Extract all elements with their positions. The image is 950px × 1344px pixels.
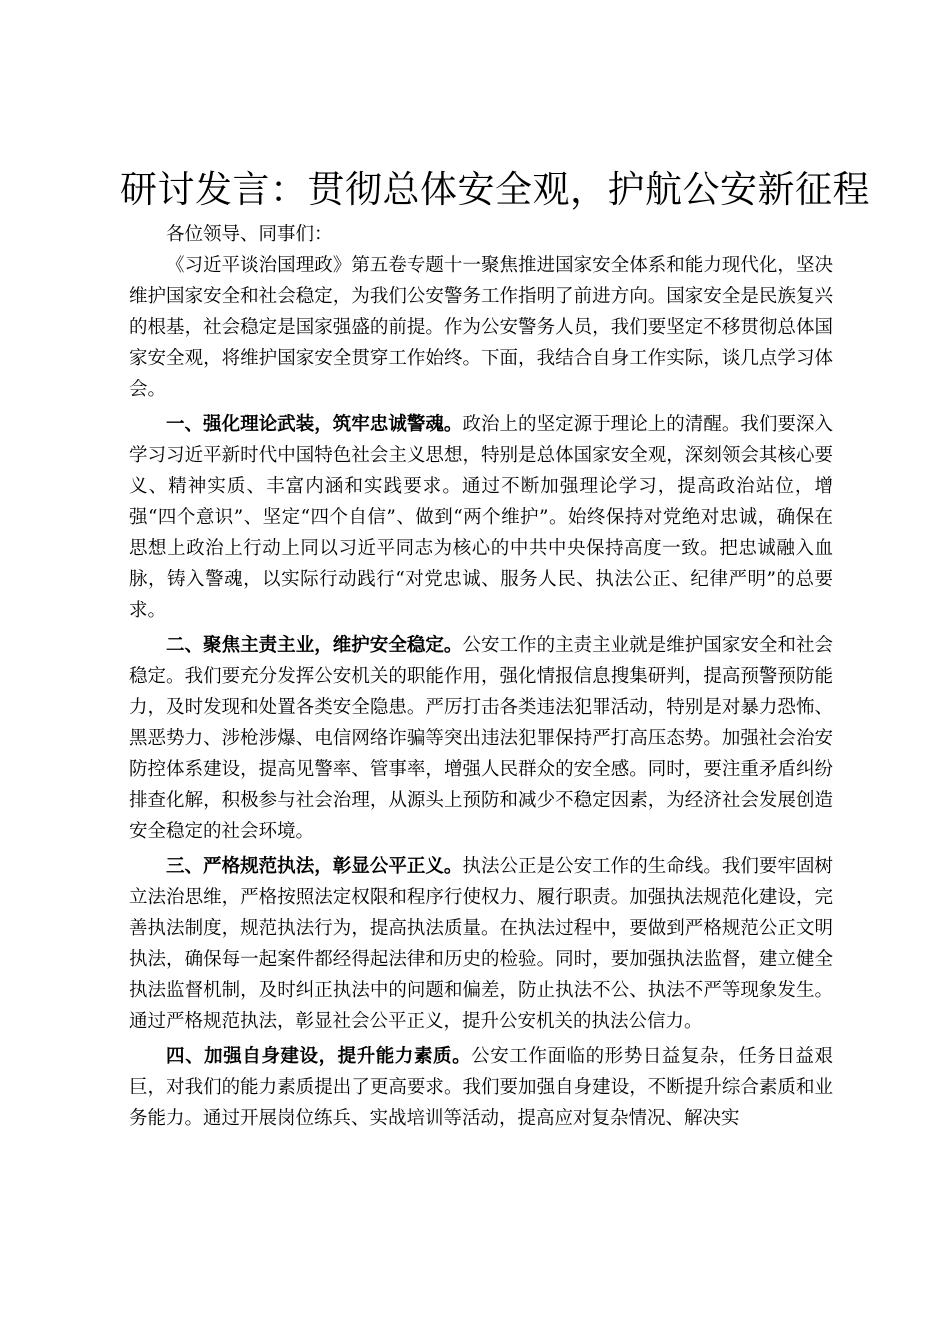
intro-paragraph: 《习近平谈治国理政》第五卷专题十一聚焦推进国家安全体系和能力现代化，坚决维护国家安全和社会稳定，为我们公安警务工作指明了前进方向。国家安全是民族复兴的根基，社会稳定是国家强盛的前提。作为公安警务人员，我们要坚定不移贯彻总体国家安全观，将维护国家安全贯穿工作始终。下面，我结合自身工作实际，谈几点学习体会。	[129, 255, 833, 400]
section-text-2: 公安工作的主责主业就是维护国家安全和社会稳定。我们要充分发挥公安机关的职能作用，强化情报信息搜集研判，提高预警预防能力，及时发现和处置各类安全隐患。严厉打击各类违法犯罪活动，特别是对暴力恐怖、黑恶势力、涉枪涉爆、电信网络诈骗等突出违法犯罪保持严打高压态势。加强社会治安防控体系建设，提高见警率、管事率，增强人民群众的安全感。同时，要注重矛盾纠纷排查化解，积极参与社会治理，从源头上预防和减少不稳定因素，为经济社会发展创造安全稳定的社会环境。	[129, 635, 833, 842]
document-body	[129, 219, 833, 1134]
document-title: 研讨发言：贯彻总体安全观，护航公安新征程	[120, 168, 870, 211]
section-heading-3: 三、严格规范执法，彰显公平正义。	[166, 856, 463, 877]
section-paragraph-4	[129, 1041, 833, 1134]
section-text-1: 政治上的坚定源于理论上的清醒。我们要深入学习习近平新时代中国特色社会主义思想，特别是总体国家安全观，深刻领会其核心要义、精神实质、丰富内涵和实践要求。通过不断加强理论学习，提高政治站位，增强“四个意识”、坚定“四个自信”、做到“两个维护”。始终保持对党绝对忠诚，确保在思想上政治上行动上同以习近平同志为核心的中共中央保持高度一致。把忠诚融入血脉，铸入警魂，以实际行动践行“对党忠诚、服务人民、执法公正、纪律严明”的总要求。	[129, 414, 833, 621]
section-heading-2: 二、聚焦主责主业，维护安全稳定。	[166, 635, 463, 656]
section-paragraph-3	[129, 851, 833, 1037]
section-heading-4: 四、加强自身建设，提升能力素质。	[166, 1046, 472, 1067]
section-paragraph-2	[129, 630, 833, 847]
section-paragraph-1	[129, 409, 833, 626]
salutation: 各位领导、同事们：	[166, 224, 333, 245]
section-heading-1: 一、强化理论武装，筑牢忠诚警魂。	[166, 414, 463, 435]
section-text-4: 公安工作面临的形势日益复杂，任务日益艰巨，对我们的能力素质提出了更高要求。我们要加强自身建设，不断提升综合素质和业务能力。通过开展岗位练兵、实战培训等活动，提高应对复杂情况、解决实	[129, 1046, 833, 1129]
section-text-3: 执法公正是公安工作的生命线。我们要牢固树立法治思维，严格按照法定权限和程序行使权力、履行职责。加强执法规范化建设，完善执法制度，规范执法行为，提高执法质量。在执法过程中，要做到严格规范公正文明执法，确保每一起案件都经得起法律和历史的检验。同时，要加强执法监督，建立健全执法监督机制，及时纠正执法中的问题和偏差，防止执法不公、执法不严等现象发生。通过严格规范执法，彰显社会公平正义，提升公安机关的执法公信力。	[129, 856, 833, 1032]
